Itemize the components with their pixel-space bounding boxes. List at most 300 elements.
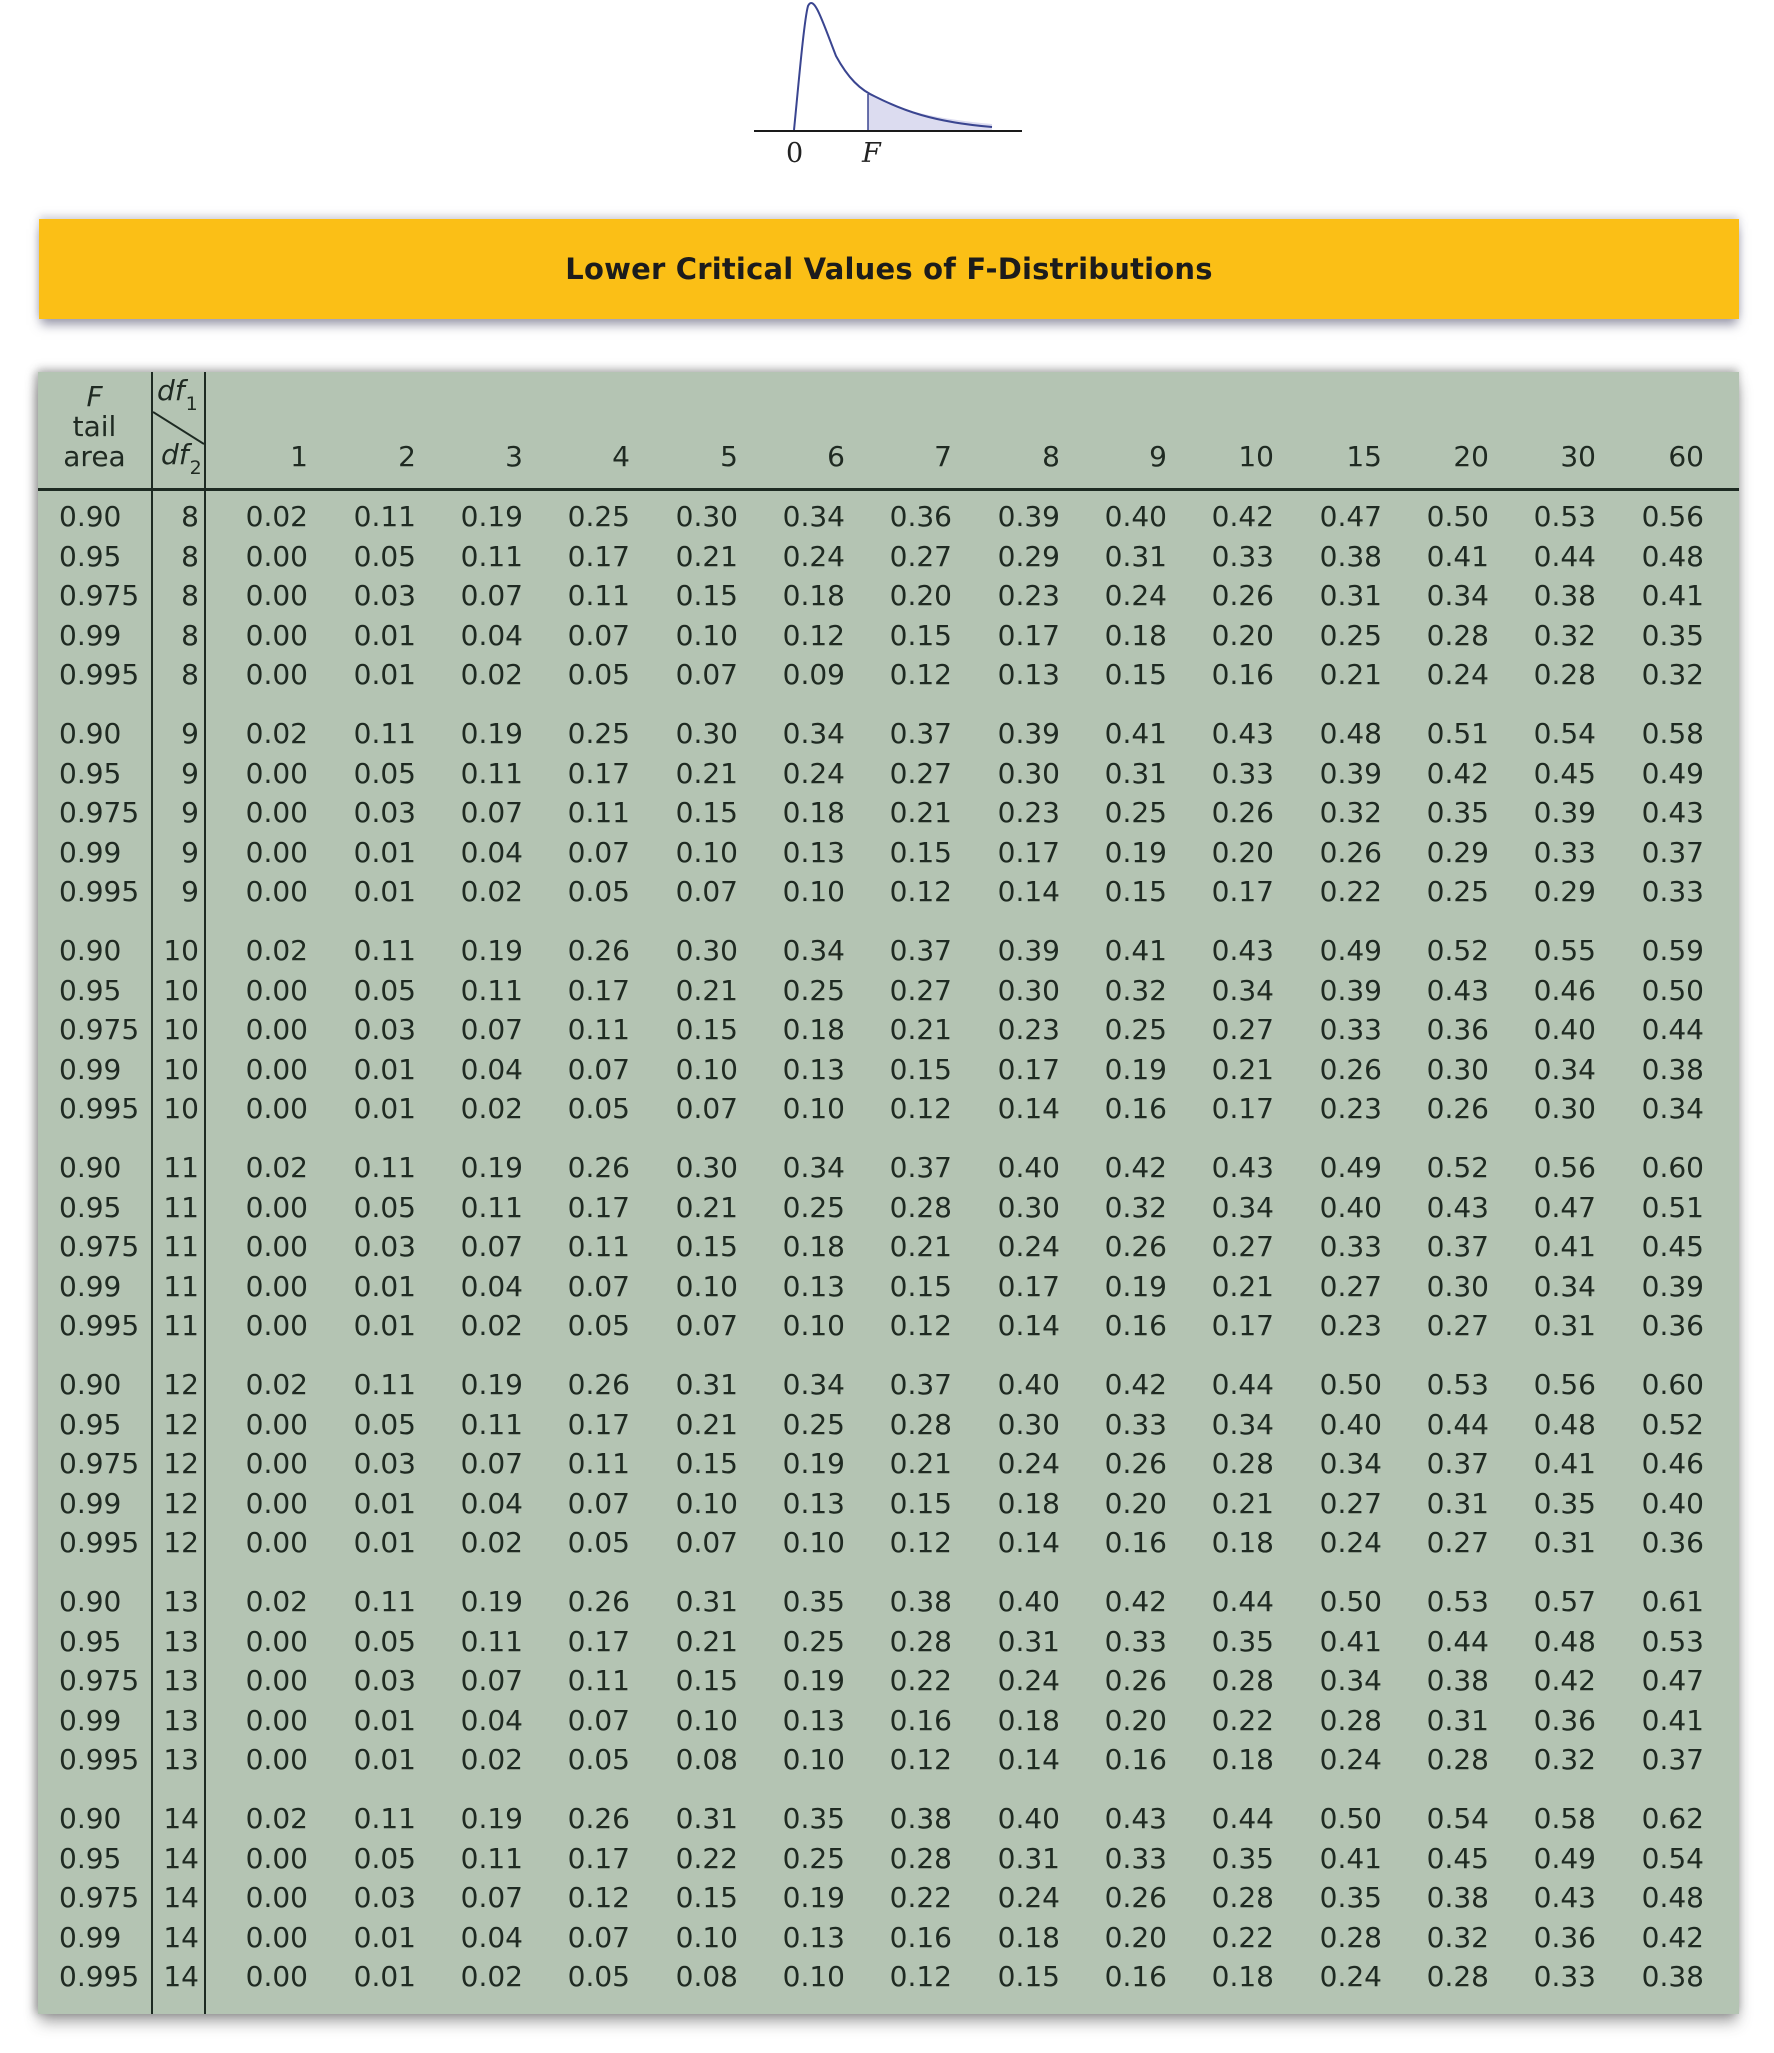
critical-value-cell: 0.25 <box>1104 796 1167 830</box>
df2-text: df <box>161 438 189 471</box>
tail-area-cell: 0.90 <box>59 934 122 967</box>
critical-value-cell: 0.31 <box>1533 1526 1596 1560</box>
critical-value-cell: 0.33 <box>1104 1624 1167 1658</box>
critical-value-cell: 0.07 <box>460 1664 523 1698</box>
critical-value-cell: 0.15 <box>675 1447 738 1481</box>
critical-value-cell: 0.01 <box>353 1743 416 1777</box>
critical-value-cell: 0.12 <box>889 1526 952 1560</box>
tail-area-cell: 0.95 <box>59 1624 122 1658</box>
critical-value-cell: 0.16 <box>1211 658 1274 692</box>
critical-value-cell: 0.07 <box>675 1092 738 1126</box>
table-row <box>38 1740 1739 1780</box>
critical-value-cell: 0.11 <box>353 500 416 533</box>
critical-value-cell: 0.04 <box>460 1269 523 1303</box>
critical-value-cell: 0.21 <box>1319 658 1382 692</box>
critical-value-cell: 0.30 <box>1533 1092 1596 1126</box>
critical-value-cell: 0.44 <box>1211 1802 1274 1835</box>
critical-value-cell: 0.57 <box>1533 1585 1596 1618</box>
critical-value-cell: 0.25 <box>782 1407 845 1441</box>
critical-value-cell: 0.01 <box>353 1052 416 1086</box>
critical-value-cell: 0.04 <box>460 1486 523 1520</box>
critical-value-cell: 0.35 <box>1426 796 1489 830</box>
critical-value-cell: 0.07 <box>460 796 523 830</box>
critical-value-cell: 0.36 <box>1641 1309 1704 1343</box>
critical-value-cell: 0.02 <box>460 658 523 692</box>
critical-value-cell: 0.22 <box>889 1664 952 1698</box>
critical-value-cell: 0.04 <box>460 835 523 869</box>
critical-value-cell: 0.31 <box>997 1624 1060 1658</box>
column-header-df1: 60 <box>1668 440 1704 473</box>
critical-value-cell: 0.05 <box>353 539 416 573</box>
critical-value-cell: 0.35 <box>1211 1841 1274 1875</box>
critical-value-cell: 0.42 <box>1104 1151 1167 1184</box>
critical-value-cell: 0.18 <box>1211 1743 1274 1777</box>
critical-value-cell: 0.50 <box>1319 1585 1382 1618</box>
critical-value-cell: 0.07 <box>675 875 738 909</box>
critical-value-cell: 0.21 <box>675 1190 738 1224</box>
df2-cell: 10 <box>163 1092 199 1126</box>
column-header-df1: 10 <box>1238 440 1274 473</box>
tail-area-cell: 0.99 <box>59 1920 122 1954</box>
critical-value-cell: 0.24 <box>1319 1526 1382 1560</box>
critical-value-cell: 0.33 <box>1533 1960 1596 1994</box>
critical-value-cell: 0.02 <box>460 1309 523 1343</box>
critical-value-cell: 0.15 <box>889 1486 952 1520</box>
critical-value-cell: 0.36 <box>1426 1013 1489 1047</box>
critical-value-cell: 0.05 <box>567 1960 630 1994</box>
critical-value-cell: 0.07 <box>567 1703 630 1737</box>
critical-value-cell: 0.17 <box>1211 1309 1274 1343</box>
critical-value-cell: 0.04 <box>460 1920 523 1954</box>
df2-cell: 12 <box>163 1526 199 1560</box>
critical-value-cell: 0.11 <box>567 579 630 613</box>
critical-value-cell: 0.02 <box>245 717 308 750</box>
critical-value-cell: 0.00 <box>245 1269 308 1303</box>
critical-value-cell: 0.55 <box>1533 934 1596 967</box>
critical-value-cell: 0.00 <box>245 796 308 830</box>
table-row <box>38 1089 1739 1129</box>
table-row <box>38 616 1739 656</box>
critical-value-cell: 0.21 <box>675 973 738 1007</box>
critical-value-cell: 0.19 <box>460 1368 523 1401</box>
critical-value-cell: 0.35 <box>1211 1624 1274 1658</box>
table-row <box>38 1365 1739 1405</box>
critical-value-cell: 0.12 <box>889 1309 952 1343</box>
critical-value-cell: 0.07 <box>567 835 630 869</box>
critical-value-cell: 0.25 <box>567 500 630 533</box>
critical-value-cell: 0.21 <box>675 756 738 790</box>
critical-value-cell: 0.12 <box>567 1881 630 1915</box>
table-row <box>38 793 1739 833</box>
critical-value-cell: 0.10 <box>675 1920 738 1954</box>
critical-value-cell: 0.02 <box>460 1743 523 1777</box>
critical-value-cell: 0.37 <box>1641 835 1704 869</box>
table-row <box>38 1661 1739 1701</box>
critical-value-cell: 0.12 <box>889 658 952 692</box>
critical-value-cell: 0.13 <box>782 1269 845 1303</box>
critical-value-cell: 0.19 <box>460 934 523 967</box>
critical-value-cell: 0.49 <box>1641 756 1704 790</box>
table-row <box>38 1918 1739 1958</box>
tail-area-cell: 0.99 <box>59 1052 122 1086</box>
critical-value-cell: 0.17 <box>567 1841 630 1875</box>
critical-value-cell: 0.60 <box>1641 1368 1704 1401</box>
critical-value-cell: 0.32 <box>1533 1743 1596 1777</box>
critical-value-cell: 0.31 <box>1426 1486 1489 1520</box>
critical-value-cell: 0.19 <box>782 1881 845 1915</box>
critical-value-cell: 0.59 <box>1641 934 1704 967</box>
critical-value-cell: 0.33 <box>1319 1013 1382 1047</box>
critical-value-cell: 0.19 <box>1104 835 1167 869</box>
critical-value-cell: 0.19 <box>782 1447 845 1481</box>
critical-value-cell: 0.26 <box>1319 835 1382 869</box>
critical-value-cell: 0.23 <box>1319 1092 1382 1126</box>
critical-value-cell: 0.30 <box>997 756 1060 790</box>
tail-area-cell: 0.99 <box>59 1269 122 1303</box>
critical-value-cell: 0.33 <box>1104 1841 1167 1875</box>
critical-value-cell: 0.11 <box>460 1190 523 1224</box>
critical-value-cell: 0.42 <box>1533 1664 1596 1698</box>
critical-value-cell: 0.07 <box>675 658 738 692</box>
critical-value-cell: 0.02 <box>245 1802 308 1835</box>
critical-value-cell: 0.56 <box>1533 1151 1596 1184</box>
critical-value-cell: 0.42 <box>1426 756 1489 790</box>
critical-value-cell: 0.16 <box>889 1703 952 1737</box>
critical-value-cell: 0.07 <box>567 618 630 652</box>
critical-value-cell: 0.11 <box>353 1368 416 1401</box>
critical-value-cell: 0.18 <box>1104 618 1167 652</box>
critical-value-cell: 0.34 <box>782 934 845 967</box>
critical-value-cell: 0.28 <box>1533 658 1596 692</box>
critical-value-cell: 0.38 <box>1641 1960 1704 1994</box>
critical-value-cell: 0.30 <box>997 973 1060 1007</box>
df2-cell: 11 <box>163 1190 199 1224</box>
critical-value-cell: 0.01 <box>353 658 416 692</box>
critical-value-cell: 0.34 <box>782 1151 845 1184</box>
df2-cell: 14 <box>163 1960 199 1994</box>
tail-area-cell: 0.95 <box>59 1841 122 1875</box>
critical-value-cell: 0.50 <box>1319 1802 1382 1835</box>
critical-value-cell: 0.48 <box>1641 1881 1704 1915</box>
critical-value-cell: 0.28 <box>1211 1664 1274 1698</box>
column-header-df1: 8 <box>1042 440 1060 473</box>
column-header-df1: 7 <box>934 440 952 473</box>
critical-value-cell: 0.00 <box>245 1013 308 1047</box>
critical-value-cell: 0.25 <box>782 973 845 1007</box>
df2-cell: 12 <box>163 1368 199 1401</box>
critical-value-cell: 0.11 <box>353 934 416 967</box>
critical-value-cell: 0.21 <box>889 1013 952 1047</box>
critical-value-cell: 0.44 <box>1533 539 1596 573</box>
critical-value-cell: 0.21 <box>889 1447 952 1481</box>
critical-value-cell: 0.33 <box>1533 835 1596 869</box>
tail-header-f: F <box>86 380 103 413</box>
critical-value-cell: 0.26 <box>567 1802 630 1835</box>
critical-value-cell: 0.00 <box>245 973 308 1007</box>
critical-value-cell: 0.32 <box>1533 618 1596 652</box>
critical-value-cell: 0.41 <box>1533 1230 1596 1264</box>
critical-value-cell: 0.05 <box>567 1092 630 1126</box>
table-row <box>38 1405 1739 1445</box>
critical-value-cell: 0.33 <box>1641 875 1704 909</box>
tail-area-cell: 0.975 <box>59 796 140 830</box>
critical-value-cell: 0.00 <box>245 1920 308 1954</box>
critical-value-cell: 0.31 <box>1426 1703 1489 1737</box>
tail-area-cell: 0.995 <box>59 1960 140 1994</box>
critical-value-cell: 0.13 <box>782 835 845 869</box>
critical-value-cell: 0.20 <box>1211 618 1274 652</box>
critical-value-cell: 0.60 <box>1641 1151 1704 1184</box>
df2-cell: 12 <box>163 1407 199 1441</box>
critical-value-cell: 0.11 <box>353 717 416 750</box>
critical-value-cell: 0.39 <box>1319 973 1382 1007</box>
column-header-df1: 1 <box>290 440 308 473</box>
critical-value-cell: 0.16 <box>1104 1526 1167 1560</box>
critical-value-cell: 0.48 <box>1641 539 1704 573</box>
critical-value-cell: 0.07 <box>567 1486 630 1520</box>
critical-value-cell: 0.25 <box>567 717 630 750</box>
critical-value-cell: 0.18 <box>1211 1526 1274 1560</box>
critical-value-cell: 0.00 <box>245 875 308 909</box>
critical-value-cell: 0.11 <box>353 1585 416 1618</box>
critical-value-cell: 0.19 <box>460 1585 523 1618</box>
critical-value-cell: 0.05 <box>567 1526 630 1560</box>
df2-cell: 8 <box>181 618 199 652</box>
critical-value-cell: 0.30 <box>675 1151 738 1184</box>
table-row <box>38 1582 1739 1622</box>
critical-value-cell: 0.04 <box>460 618 523 652</box>
critical-value-cell: 0.53 <box>1641 1624 1704 1658</box>
df1-subscript: 1 <box>185 393 198 415</box>
critical-value-cell: 0.20 <box>1104 1920 1167 1954</box>
axis-label-zero: 0 <box>786 138 804 169</box>
critical-value-cell: 0.25 <box>782 1190 845 1224</box>
critical-value-cell: 0.35 <box>1533 1486 1596 1520</box>
critical-value-cell: 0.25 <box>1426 875 1489 909</box>
tail-area-cell: 0.995 <box>59 658 140 692</box>
critical-value-cell: 0.10 <box>675 1269 738 1303</box>
critical-value-cell: 0.26 <box>1104 1664 1167 1698</box>
critical-value-cell: 0.41 <box>1319 1841 1382 1875</box>
critical-value-cell: 0.37 <box>889 934 952 967</box>
critical-value-cell: 0.26 <box>567 1368 630 1401</box>
critical-value-cell: 0.28 <box>889 1407 952 1441</box>
critical-value-cell: 0.05 <box>567 1743 630 1777</box>
critical-value-cell: 0.15 <box>675 1881 738 1915</box>
critical-value-cell: 0.00 <box>245 658 308 692</box>
critical-value-cell: 0.08 <box>675 1743 738 1777</box>
df2-subscript: 2 <box>189 457 202 479</box>
critical-value-cell: 0.00 <box>245 1407 308 1441</box>
critical-value-cell: 0.02 <box>245 1151 308 1184</box>
table-row <box>38 1267 1739 1307</box>
critical-value-cell: 0.13 <box>782 1052 845 1086</box>
critical-value-cell: 0.26 <box>567 1151 630 1184</box>
critical-value-cell: 0.37 <box>889 1368 952 1401</box>
critical-value-cell: 0.07 <box>567 1269 630 1303</box>
critical-value-cell: 0.23 <box>997 579 1060 613</box>
critical-value-cell: 0.00 <box>245 1486 308 1520</box>
critical-value-cell: 0.12 <box>889 1092 952 1126</box>
critical-value-cell: 0.44 <box>1426 1407 1489 1441</box>
df2-cell: 14 <box>163 1920 199 1954</box>
critical-value-cell: 0.00 <box>245 1092 308 1126</box>
critical-value-cell: 0.17 <box>1211 1092 1274 1126</box>
table-row <box>38 1799 1739 1839</box>
critical-value-cell: 0.34 <box>1641 1092 1704 1126</box>
critical-value-cell: 0.18 <box>997 1703 1060 1737</box>
critical-value-cell: 0.16 <box>1104 1092 1167 1126</box>
tail-area-cell: 0.90 <box>59 1585 122 1618</box>
critical-value-cell: 0.27 <box>889 539 952 573</box>
critical-value-cell: 0.31 <box>675 1802 738 1835</box>
critical-value-cell: 0.00 <box>245 756 308 790</box>
critical-value-cell: 0.47 <box>1319 500 1382 533</box>
tail-area-cell: 0.90 <box>59 1151 122 1184</box>
critical-value-cell: 0.26 <box>1104 1447 1167 1481</box>
critical-value-cell: 0.49 <box>1319 934 1382 967</box>
df2-cell: 8 <box>181 579 199 613</box>
critical-value-cell: 0.28 <box>889 1841 952 1875</box>
critical-value-cell: 0.52 <box>1426 1151 1489 1184</box>
critical-value-cell: 0.01 <box>353 1960 416 1994</box>
tail-header-tail: tail <box>72 410 117 443</box>
table-row <box>38 1050 1739 1090</box>
df2-cell: 13 <box>163 1703 199 1737</box>
critical-value-cell: 0.48 <box>1319 717 1382 750</box>
critical-value-cell: 0.61 <box>1641 1585 1704 1618</box>
table-row <box>38 971 1739 1011</box>
critical-value-cell: 0.53 <box>1533 500 1596 533</box>
critical-value-cell: 0.50 <box>1641 973 1704 1007</box>
critical-value-cell: 0.15 <box>675 1230 738 1264</box>
critical-value-cell: 0.43 <box>1104 1802 1167 1835</box>
critical-value-cell: 0.17 <box>1211 875 1274 909</box>
critical-value-cell: 0.40 <box>997 1585 1060 1618</box>
critical-value-cell: 0.26 <box>1211 579 1274 613</box>
critical-value-cell: 0.41 <box>1641 1703 1704 1737</box>
critical-value-cell: 0.18 <box>782 1230 845 1264</box>
f-table-panel <box>38 372 1739 2014</box>
critical-value-cell: 0.46 <box>1641 1447 1704 1481</box>
tail-area-cell: 0.995 <box>59 1309 140 1343</box>
critical-value-cell: 0.18 <box>782 796 845 830</box>
critical-value-cell: 0.16 <box>1104 1743 1167 1777</box>
critical-value-cell: 0.23 <box>1319 1309 1382 1343</box>
critical-value-cell: 0.00 <box>245 1960 308 1994</box>
tail-area-cell: 0.99 <box>59 618 122 652</box>
critical-value-cell: 0.47 <box>1641 1664 1704 1698</box>
df2-cell: 12 <box>163 1486 199 1520</box>
critical-value-cell: 0.10 <box>782 1960 845 1994</box>
table-row <box>38 655 1739 695</box>
critical-value-cell: 0.43 <box>1426 973 1489 1007</box>
critical-value-cell: 0.01 <box>353 1486 416 1520</box>
df2-cell: 10 <box>163 934 199 967</box>
df2-cell: 13 <box>163 1664 199 1698</box>
critical-value-cell: 0.07 <box>567 1920 630 1954</box>
critical-value-cell: 0.28 <box>1426 1960 1489 1994</box>
df2-cell: 13 <box>163 1585 199 1618</box>
critical-value-cell: 0.38 <box>1426 1881 1489 1915</box>
critical-value-cell: 0.30 <box>675 717 738 750</box>
critical-value-cell: 0.43 <box>1641 796 1704 830</box>
critical-value-cell: 0.22 <box>675 1841 738 1875</box>
critical-value-cell: 0.13 <box>782 1486 845 1520</box>
table-row <box>38 1957 1739 1997</box>
critical-value-cell: 0.05 <box>353 1407 416 1441</box>
critical-value-cell: 0.37 <box>1426 1447 1489 1481</box>
critical-value-cell: 0.45 <box>1641 1230 1704 1264</box>
critical-value-cell: 0.27 <box>1319 1269 1382 1303</box>
critical-value-cell: 0.02 <box>460 1526 523 1560</box>
critical-value-cell: 0.27 <box>889 756 952 790</box>
df2-cell: 9 <box>181 796 199 830</box>
critical-value-cell: 0.34 <box>1533 1269 1596 1303</box>
critical-value-cell: 0.02 <box>245 1368 308 1401</box>
tail-area-cell: 0.95 <box>59 539 122 573</box>
critical-value-cell: 0.42 <box>1104 1585 1167 1618</box>
critical-value-cell: 0.40 <box>997 1151 1060 1184</box>
tail-area-cell: 0.95 <box>59 1190 122 1224</box>
critical-value-cell: 0.38 <box>1319 539 1382 573</box>
critical-value-cell: 0.42 <box>1641 1920 1704 1954</box>
df1-header <box>157 374 198 415</box>
critical-value-cell: 0.42 <box>1104 1368 1167 1401</box>
critical-value-cell: 0.32 <box>1319 796 1382 830</box>
critical-value-cell: 0.36 <box>1641 1526 1704 1560</box>
df2-cell: 10 <box>163 1052 199 1086</box>
critical-value-cell: 0.58 <box>1533 1802 1596 1835</box>
critical-value-cell: 0.26 <box>567 934 630 967</box>
critical-value-cell: 0.02 <box>460 1092 523 1126</box>
tail-area-cell: 0.995 <box>59 875 140 909</box>
critical-value-cell: 0.02 <box>460 875 523 909</box>
critical-value-cell: 0.04 <box>460 1052 523 1086</box>
critical-value-cell: 0.10 <box>675 1486 738 1520</box>
critical-value-cell: 0.40 <box>1319 1407 1382 1441</box>
critical-value-cell: 0.21 <box>889 1230 952 1264</box>
critical-value-cell: 0.38 <box>1426 1664 1489 1698</box>
table-row <box>38 1839 1739 1879</box>
critical-value-cell: 0.34 <box>1211 1190 1274 1224</box>
critical-value-cell: 0.47 <box>1533 1190 1596 1224</box>
critical-value-cell: 0.25 <box>782 1841 845 1875</box>
critical-value-cell: 0.27 <box>1211 1013 1274 1047</box>
critical-value-cell: 0.56 <box>1533 1368 1596 1401</box>
critical-value-cell: 0.43 <box>1211 717 1274 750</box>
critical-value-cell: 0.16 <box>889 1920 952 1954</box>
df2-cell: 11 <box>163 1269 199 1303</box>
critical-value-cell: 0.05 <box>353 973 416 1007</box>
tail-area-cell: 0.90 <box>59 500 122 533</box>
critical-value-cell: 0.24 <box>782 539 845 573</box>
critical-value-cell: 0.34 <box>1211 1407 1274 1441</box>
table-row <box>38 1622 1739 1662</box>
critical-value-cell: 0.09 <box>782 658 845 692</box>
df2-cell: 9 <box>181 875 199 909</box>
critical-value-cell: 0.38 <box>1533 579 1596 613</box>
critical-value-cell: 0.18 <box>782 1013 845 1047</box>
critical-value-cell: 0.17 <box>997 835 1060 869</box>
tail-area-cell: 0.90 <box>59 1368 122 1401</box>
critical-value-cell: 0.39 <box>997 500 1060 533</box>
critical-value-cell: 0.40 <box>997 1802 1060 1835</box>
critical-value-cell: 0.15 <box>889 835 952 869</box>
critical-value-cell: 0.13 <box>782 1920 845 1954</box>
critical-value-cell: 0.41 <box>1104 717 1167 750</box>
df2-cell: 13 <box>163 1624 199 1658</box>
